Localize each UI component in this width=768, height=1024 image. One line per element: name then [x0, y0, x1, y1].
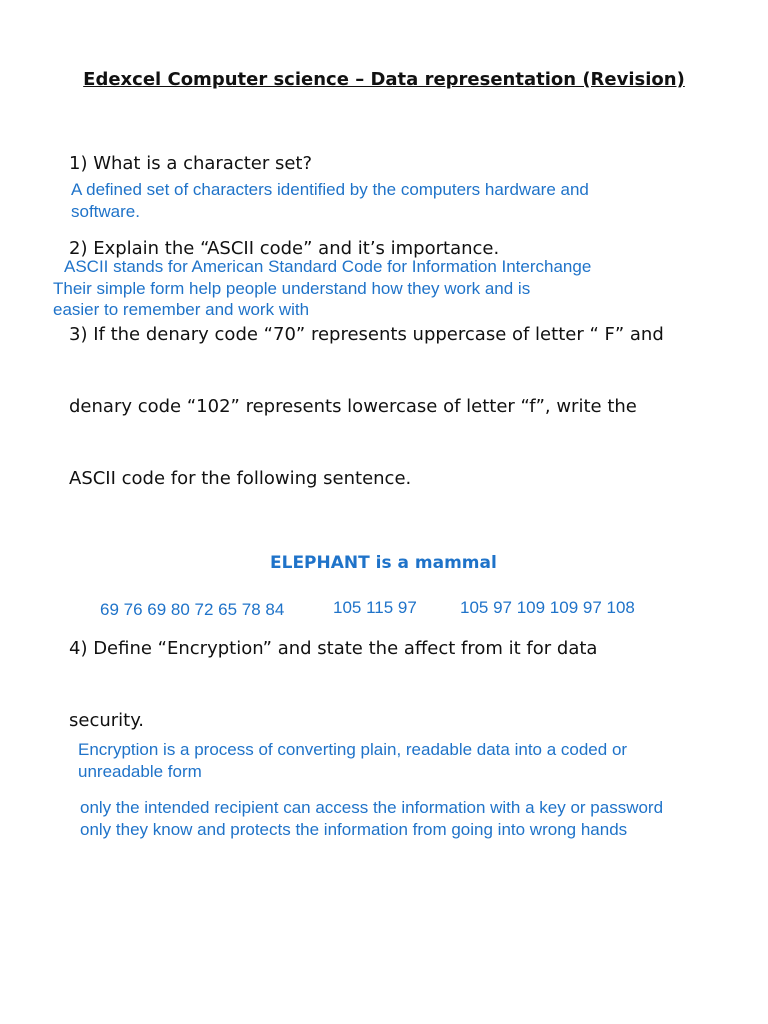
question-1: 1) What is a character set? [69, 153, 313, 174]
answer-4-effect-line-1: only the intended recipient can access the information with a key or password [80, 798, 664, 817]
ascii-group-mammal: 105 97 109 109 97 108 [460, 598, 635, 617]
question-4-line-1: 4) Define “Encryption” and state the affect from it for data [69, 638, 598, 659]
answer-1 [71, 179, 589, 223]
question-3-line-3: ASCII code for the following sentence. [69, 468, 412, 489]
answer-4-definition-line-2: unreadable form [78, 762, 202, 781]
question-2: 2) Explain the “ASCII code” and it’s importance. [69, 238, 500, 259]
answer-4-definition [78, 739, 627, 783]
question-3-line-1: 3) If the denary code “70” represents uppercase of letter “ F” and [69, 324, 664, 345]
answer-4-effect [80, 797, 663, 841]
answer-2-line-2: Their simple form help people understand how they work and is [53, 279, 531, 298]
page-title: Edexcel Computer science – Data representation (Revision) [83, 69, 685, 90]
answer-4-definition-line-1: Encryption is a process of converting plain, readable data into a coded or [78, 740, 628, 759]
ascii-sentence: ELEPHANT is a mammal [270, 553, 497, 573]
answer-1-line-1: A defined set of characters identified by the computers hardware and [71, 180, 589, 199]
ascii-group-is-a: 105 115 97 [333, 598, 417, 617]
answer-2-line-1: ASCII stands for American Standard Code for Information Interchange [64, 257, 592, 276]
answer-1-line-2: software. [71, 202, 140, 221]
answer-4-effect-line-2: only they know and protects the information from going into wrong hands [80, 820, 628, 839]
question-4-line-2: security. [69, 710, 145, 731]
question-3-line-2: denary code “102” represents lowercase of letter “f”, write the [69, 396, 637, 417]
ascii-group-elephant: 69 76 69 80 72 65 78 84 [100, 600, 285, 619]
answer-2-line-3: easier to remember and work with [53, 300, 310, 319]
